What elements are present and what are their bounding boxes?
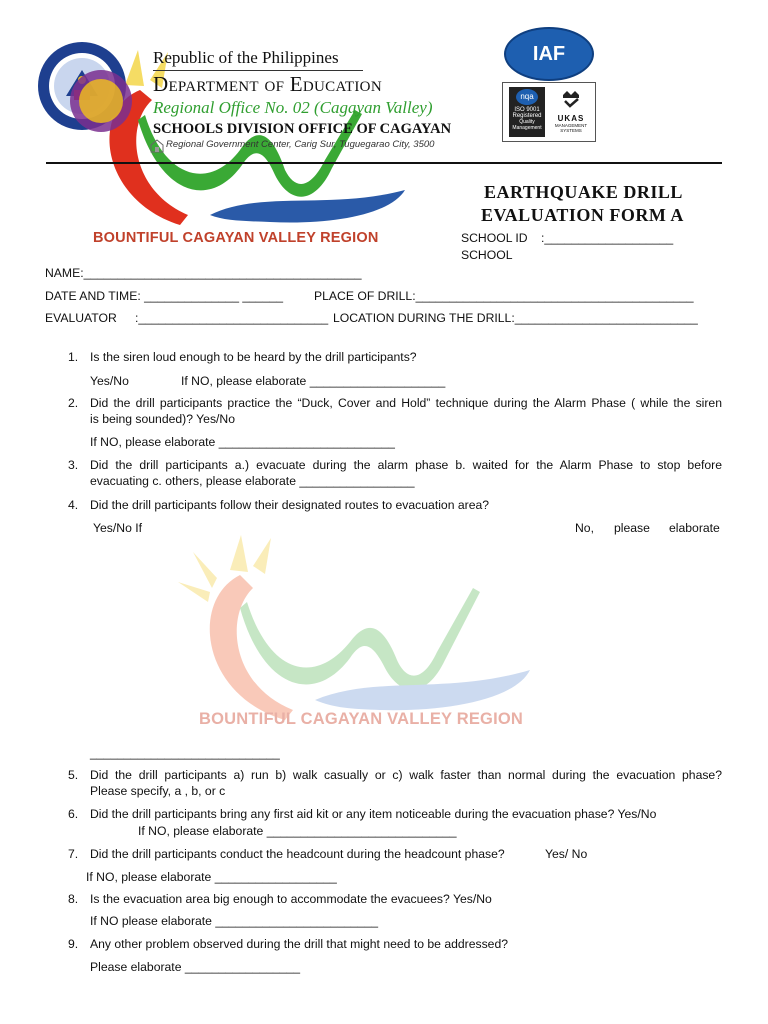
q4-text: Did the drill participants follow their designated routes to evacuation area? <box>90 498 490 512</box>
q4-number: 4. <box>68 498 79 512</box>
q9-elaborate-field[interactable]: Please elaborate _________________ <box>90 960 301 974</box>
q7-number: 7. <box>68 847 79 861</box>
iso-sub: Registered <box>512 113 542 119</box>
q5-text-line2[interactable]: Please specify, a , b, or c <box>90 784 226 798</box>
q3-text-line2[interactable]: evacuating c. others, please elaborate _________________ <box>90 474 415 488</box>
name-field[interactable]: NAME:_________________________________________ <box>45 266 362 280</box>
q6-text: Did the drill participants bring any first aid kit or any item noticeable during the evacuation phase? Yes/No <box>90 807 657 821</box>
q7-yes-no[interactable]: Yes/ No <box>545 847 588 861</box>
q8-text: Is the evacuation area big enough to accommodate the evacuees? Yes/No <box>90 892 492 906</box>
division-text: SCHOOLS DIVISION OFFICE OF CAGAYAN <box>153 121 452 137</box>
location-during-drill-field[interactable]: LOCATION DURING THE DRILL:___________________________ <box>333 311 698 325</box>
q5-text-line1: Did the drill participants a) run b) walk casually or c) walk faster than normal during the evacuation phase? <box>90 768 722 782</box>
q2-text-line1: Did the drill participants practice the “Duck, Cover and Hold” technique during the Alarm Phase ( while the siren <box>90 396 722 410</box>
regional-office-text: Regional Office No. 02 (Cagayan Valley) <box>153 98 433 117</box>
ukas-label: UKAS <box>557 114 585 123</box>
q1-number: 1. <box>68 350 79 364</box>
watermark-logo <box>175 530 555 730</box>
q4-elaborate-field[interactable]: ____________________________ <box>90 746 280 760</box>
division-seal <box>68 68 134 134</box>
evaluator-field[interactable]: :____________________________ <box>135 311 329 325</box>
iaf-label: IAF <box>532 43 566 65</box>
iso-label: ISO 9001 <box>514 107 540 113</box>
republic-underline <box>153 70 363 71</box>
q7-text: Did the drill participants conduct the headcount during the headcount phase? <box>90 847 505 861</box>
q2-elaborate-field[interactable]: If NO, please elaborate __________________________ <box>90 435 395 449</box>
address-text: Regional Government Center, Carig Sur, Tuguegarao City, 3500 <box>166 139 435 150</box>
q4-no-text: No, <box>575 521 594 535</box>
ukas-panel <box>551 87 591 137</box>
republic-text: Republic of the Philippines <box>153 48 339 67</box>
q1-elaborate-field[interactable]: If NO, please elaborate ____________________ <box>181 374 446 388</box>
form-title-line1: EARTHQUAKE DRILL <box>484 182 683 202</box>
q9-text: Any other problem observed during the drill that might need to be addressed? <box>90 937 509 951</box>
nqa-label: nqa <box>516 89 538 105</box>
q4-please-text: please <box>614 521 650 535</box>
school-id-field[interactable]: :___________________ <box>541 231 674 245</box>
logo-tagline: BOUNTIFUL CAGAYAN VALLEY REGION <box>93 230 379 246</box>
q9-number: 9. <box>68 937 79 951</box>
q2-text-line2: is being sounded)? Yes/No <box>90 412 236 426</box>
q4-yes-no[interactable]: Yes/No If <box>93 521 143 535</box>
department-text: Department of Education <box>153 72 382 96</box>
iso-panel <box>509 87 545 137</box>
form-title-line2: EVALUATION FORM A <box>481 205 684 225</box>
crown-check-icon <box>560 87 582 109</box>
building-icon <box>150 139 164 153</box>
watermark-tagline: BOUNTIFUL CAGAYAN VALLEY REGION <box>199 710 524 728</box>
q3-number: 3. <box>68 458 79 472</box>
q7-elaborate-field[interactable]: If NO, please elaborate __________________ <box>86 870 337 884</box>
q1-text: Is the siren loud enough to be heard by the drill participants? <box>90 350 417 364</box>
q1-yes-no[interactable]: Yes/No <box>90 374 129 388</box>
header-rule <box>46 162 722 164</box>
q8-elaborate-field[interactable]: If NO please elaborate ________________________ <box>90 914 379 928</box>
place-of-drill-field[interactable]: PLACE OF DRILL:_________________________________________ <box>314 289 694 303</box>
school-id-label: SCHOOL ID <box>461 231 528 245</box>
qm-label: Quality Management <box>512 119 542 131</box>
school-label: SCHOOL <box>461 248 513 262</box>
evaluator-label: EVALUATOR <box>45 311 117 325</box>
q5-number: 5. <box>68 768 79 782</box>
ukas-sub: MANAGEMENT SYSTEMS <box>554 123 588 133</box>
q6-number: 6. <box>68 807 79 821</box>
q8-number: 8. <box>68 892 79 906</box>
q6-elaborate-field[interactable]: If NO, please elaborate ____________________________ <box>138 824 457 838</box>
iso-badge <box>502 82 596 142</box>
q2-number: 2. <box>68 396 79 410</box>
q4-elaborate-text: elaborate <box>669 521 720 535</box>
iaf-badge <box>504 27 594 81</box>
q3-text-line1: Did the drill participants a.) evacuate during the alarm phase b. waited for the Alarm Phase to stop before <box>90 458 722 472</box>
date-time-field[interactable]: DATE AND TIME: ______________ ______ <box>45 289 284 303</box>
division-seal-icon <box>68 68 134 134</box>
